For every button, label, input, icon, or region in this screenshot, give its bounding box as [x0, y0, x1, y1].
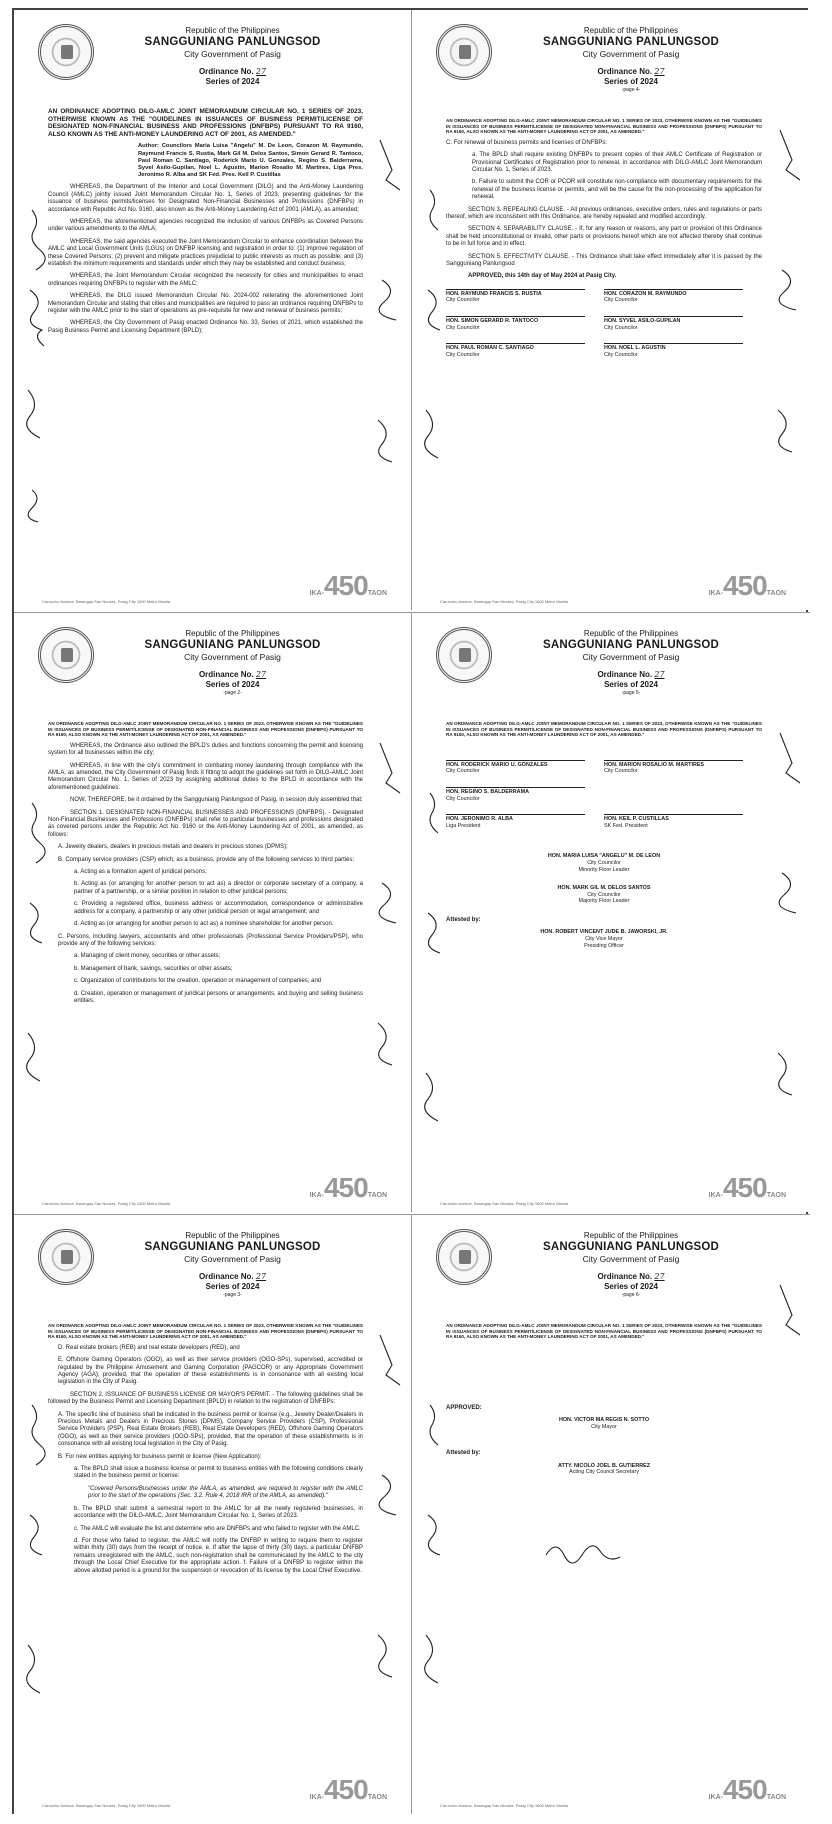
whereas-paragraph: WHEREAS, the Department of the Interior and Local Government (DILG) and the Anti-Money Laundering Council (AMLC) jointly issued Joint Memorandum Circular No. 1, Series of 2023, presenting guidelines for the issuance of business permits/licenses for Designated Non-Financial Businesses and Professions (DNFBPs) in accordance with Republic Act No. 9160, also known as the Anti-Money Laundering Act of 2001 (AMLA), as amended; — [48, 184, 363, 213]
republic-label: Republic of the Philippines — [583, 1231, 679, 1240]
signatory-block — [446, 316, 604, 331]
handwritten-signature — [542, 1535, 632, 1565]
city-government-label: City Government of Pasig — [184, 49, 281, 59]
page-body — [446, 721, 762, 961]
page-number-label: -page 4- — [621, 87, 641, 93]
footer-address: Caruncho Avenue, Barangay San Nicolas, Pasig City 1600 Metro Manila — [440, 599, 568, 604]
ordinance-page-5 — [412, 612, 810, 1212]
margin-initials-signatures — [20, 1395, 50, 1735]
running-title: AN ORDINANCE ADOPTING DILG-AMLC JOINT MEMORANDUM CIRCULAR NO. 1 SERIES OF 2023, OTHERWISE KNOWN AS THE "GUIDELINES IN ISSUANCES OF BUSINESS PERMIT/LICENSE OF DESIGNATED NON-FINANCIAL BUSINESS AND PROFESSIONS (DNFBPS) PURSUANT TO RA 9160, ALSO KNOWN AS THE ANTI-MONEY LAUNDERING ACT OF 2001, AS AMENDED." — [446, 1323, 762, 1340]
minority-leader-signature — [446, 853, 762, 873]
signatory-block — [604, 787, 762, 802]
list-item: d. Creation, operation or management of juridical persons or arrangements, and buying and selling business entities. — [74, 990, 363, 1004]
footer-address: Caruncho Avenue, Barangay San Nicolas, Pasig City 1600 Metro Manila — [440, 1201, 568, 1206]
list-item: c. Providing a registered office, business address or accommodation, correspondence or administrative address for a company, a partnership or any other juridical person or legal arrangement; and — [74, 901, 363, 915]
page-body — [48, 108, 363, 340]
republic-label: Republic of the Philippines — [185, 1231, 280, 1240]
ordinance-page-4 — [412, 10, 810, 610]
list-item: b. Acting as (or arranging for another person to act as) a director or corporate secretary of a company, a partner of a partnership, or a similar position in relation to other juridical persons; — [74, 881, 363, 895]
margin-initials-signatures — [372, 733, 406, 1133]
ordinance-number: 27 — [654, 67, 665, 76]
page-number-label: -page 5- — [621, 690, 641, 696]
signatory-name: HON. PAUL ROMAN C. SANTIAGO — [446, 343, 585, 352]
signatory-role: City Councilor — [604, 351, 638, 358]
page-body — [446, 1323, 762, 1488]
logo-suffix: TAON — [766, 1192, 786, 1199]
signatory-role: City Councilor — [604, 297, 638, 304]
section-paragraph: SECTION 4. SEPARABILITY CLAUSE. - If, for any reason or reasons, any part or provision of this Ordinance shall be held unconstitutional or invalid, other parts or provisions hereof which are not affected thereby shall continue to be in full force and in effect. — [446, 226, 762, 248]
republic-label: Republic of the Philippines — [583, 629, 679, 638]
signatory-block — [446, 343, 604, 358]
signatory-role: Acting City Council Secretary — [569, 1469, 639, 1476]
signatory-role: City Councilor — [446, 297, 480, 304]
sangguniang-title: SANGGUNIANG PANLUNGSOD — [542, 639, 720, 651]
approved-line: APPROVED, this 14th day of May 2024 at Pasig City. — [468, 273, 617, 280]
ordinance-number: 27 — [654, 1272, 665, 1281]
logo-suffix: TAON — [766, 590, 786, 597]
section-paragraph: SECTION 3. REPEALING CLAUSE. - All previous ordinances, executive orders, rules and regulations or parts thereof, which are inconsistent with this Ordinance, are hereby repealed and modified accordingly. — [446, 206, 762, 221]
scanned-document-sheet — [12, 8, 808, 1814]
ordinance-number-line — [452, 1272, 810, 1282]
ordinance-number: 27 — [654, 670, 665, 679]
logo-suffix: TAON — [367, 1794, 387, 1801]
signatory-role: Presiding Officer — [584, 942, 624, 949]
whereas-paragraph: WHEREAS, the aforementioned agencies recognized the inclusion of various DNFBPs as Covered Persons under various amendments to the AMLA; — [48, 219, 363, 233]
ordinance-label: Ordinance No. — [597, 670, 653, 679]
list-item: C. Persons, including lawyers, accountants and other professionals (Professional Service Providers/PSP), who provide any of the following services: — [58, 933, 363, 947]
list-item: B. For new entities applying for business permit or license (New Application): — [58, 1453, 262, 1460]
signatory-role: City Councilor — [446, 768, 480, 775]
series-label: Series of 2024 — [604, 680, 658, 689]
signatory-name: HON. MARK GIL M. DELOS SANTOS — [557, 885, 651, 892]
ordinance-label: Ordinance No. — [198, 670, 254, 679]
running-title: AN ORDINANCE ADOPTING DILG-AMLC JOINT MEMORANDUM CIRCULAR NO. 1 SERIES OF 2023, OTHERWISE KNOWN AS THE "GUIDELINES IN ISSUANCES OF BUSINESS PERMIT/LICENSE OF DESIGNATED NON-FINANCIAL BUSINESS AND PROFESSIONS (DNFBPS) PURSUANT TO RA 9160, ALSO KNOWN AS THE ANTI-MONEY LAUNDERING ACT OF 2001, AS AMENDED." — [48, 721, 363, 738]
signatory-name: ATTY. NICOLO JOEL B. GUTIERREZ — [557, 1462, 651, 1469]
whereas-paragraph: WHEREAS, the Joint Memorandum Circular recognized the necessity for cities and municipalities to enact ordinances requiring DNFBPs to register with the AMLC; — [48, 273, 363, 287]
ika-450-taon-logo — [310, 1172, 387, 1204]
signatory-name: HON. CORAZON M. RAYMUNDO — [604, 289, 743, 298]
page-body — [446, 118, 762, 370]
list-item: a. Acting as a formation agent of juridical persons; — [74, 869, 207, 876]
logo-number: 450 — [722, 570, 767, 601]
ordinance-page-2 — [14, 612, 412, 1212]
page-header — [14, 1231, 411, 1299]
list-item: A. Jewelry dealers, dealers in precious metals and dealers in precious stones (DPMS); — [58, 844, 288, 851]
sangguniang-title: SANGGUNIANG PANLUNGSOD — [144, 36, 321, 48]
list-item: c. The AMLC will evaluate the list and determine who are DNFBPs and who failed to register with the AMLC. — [74, 1525, 361, 1532]
signatory-name: HON. KEIL P. CUSTILLAS — [604, 814, 743, 823]
ika-450-taon-logo — [310, 1774, 387, 1806]
signatory-role: City Mayor — [591, 1423, 617, 1430]
signatory-role: City Councilor — [446, 324, 480, 331]
ika-450-taon-logo — [310, 570, 387, 602]
footer-address: Caruncho Avenue, Barangay San Nicolas, Pasig City 1600 Metro Manila — [440, 1803, 568, 1808]
signatory-name: HON. ROBERT VINCENT JUDE B. JAWORSKI, JR. — [540, 929, 668, 936]
ordinance-number-line — [54, 1272, 411, 1282]
page-number-label: -page 6- — [621, 1292, 641, 1298]
series-label: Series of 2024 — [205, 680, 260, 689]
ika-450-taon-logo — [709, 1774, 786, 1806]
page-body — [48, 1323, 363, 1580]
whereas-paragraph: WHEREAS, the Ordinance also outlined the BPLD's duties and functions concerning the permit and licensing system for all businesses within the city; — [48, 742, 363, 757]
ordinance-page-6 — [412, 1214, 810, 1814]
city-government-label: City Government of Pasig — [582, 1254, 680, 1264]
ordinance-page-1 — [14, 10, 412, 610]
whereas-paragraph: WHEREAS, in line with the city's commitment in combating money laundering through compliance with the AMLA, as amended, the City Government of Pasig finds it fitting to adopt the guidelines set forth in DILG-AMLC Joint Memorandum Circular No. 1, Series of 2023 by assigning additional duties to the BPLD in accordance with the aforementioned guidelines. — [48, 762, 363, 791]
list-item: a. The BPLD shall issue a business license or permit to business entities with the following conditions clearly stated in the business permit or license: — [74, 1466, 363, 1480]
signatory-name: HON. VICTOR MA REGIS N. SOTTO — [558, 1417, 650, 1424]
margin-initials-signatures — [772, 120, 804, 480]
city-government-label: City Government of Pasig — [582, 652, 680, 662]
signatory-name: HON. RAYMUND FRANCIS S. RUSTIA — [446, 289, 585, 298]
ordinance-page-3 — [14, 1214, 412, 1814]
city-government-label: City Government of Pasig — [582, 49, 680, 59]
logo-prefix: IKA- — [309, 1794, 324, 1801]
republic-label: Republic of the Philippines — [185, 26, 280, 35]
sangguniang-title: SANGGUNIANG PANLUNGSOD — [144, 639, 321, 651]
signatory-block — [446, 289, 604, 304]
logo-number: 450 — [722, 1172, 767, 1203]
signatory-role: City Vice Mayor — [585, 935, 623, 942]
signatory-block — [604, 760, 762, 775]
list-item: b. The BPLD shall submit a semestral report to the AMLC for all the newly registered businesses, in accordance with the DILG-AMLC, Joint Memorandum Circular No. 1, Series of 2023. — [74, 1505, 363, 1520]
logo-prefix: IKA- — [708, 1192, 723, 1199]
signatory-grid — [446, 760, 762, 842]
list-item: d. Acting as (or arranging for another person to act as) a nominee shareholder for another person. — [74, 921, 334, 928]
vice-mayor-signature — [446, 929, 762, 949]
signatory-name: HON. MARIA LUISA "ANGELU" M. DE LEON — [547, 853, 661, 860]
margin-initials-signatures — [772, 1275, 804, 1475]
signatory-block — [604, 289, 762, 304]
running-title: AN ORDINANCE ADOPTING DILG-AMLC JOINT MEMORANDUM CIRCULAR NO. 1 SERIES OF 2023, OTHERWISE KNOWN AS THE "GUIDELINES IN ISSUANCES OF BUSINESS PERMIT/LICENSE OF DESIGNATED NON-FINANCIAL BUSINESS AND PROFESSIONS (DNFBPS) PURSUANT TO RA 9160, ALSO KNOWN AS THE ANTI-MONEY LAUNDERING ACT OF 2001, AS AMENDED." — [48, 1323, 363, 1340]
signatory-role: Minority Floor Leader — [578, 866, 630, 873]
ordinance-number-line — [54, 67, 411, 77]
list-item: b. Failure to submit the COR or PCOR will constitute non-compliance with documentary requirements for the renewal of the business license or permits, and will be the cause for the non-processing of the application for renewal. — [472, 179, 762, 201]
secretary-signature — [446, 1463, 762, 1476]
section-paragraph: SECTION 5. EFFECTIVITY CLAUSE. - This Ordinance shall take effect immediately after it is passed by the Sangguniang Panlungsod — [446, 253, 762, 268]
sangguniang-title: SANGGUNIANG PANLUNGSOD — [542, 36, 720, 48]
logo-prefix: IKA- — [708, 1794, 723, 1801]
attested-label: Attested by: — [446, 916, 481, 923]
signatory-block — [604, 316, 762, 331]
ordinance-label: Ordinance No. — [198, 1272, 254, 1281]
sangguniang-title: SANGGUNIANG PANLUNGSOD — [542, 1241, 720, 1253]
page-header — [412, 629, 810, 697]
margin-initials-signatures — [372, 130, 406, 530]
attested-label: Attested by: — [446, 1450, 481, 1457]
signatory-name: HON. SIMON GERARD R. TANTOCO — [446, 316, 585, 325]
ordinance-number: 27 — [255, 670, 267, 679]
signatory-grid — [446, 289, 762, 371]
list-item: E. Offshore Gaming Operators (OGO), as well as their service providers (OGO-SPs), supervised, accredited or regulated by the Philippine Amusement and Gaming Corporation (PAGCOR) or any Appropriate Government Agency (AGA); provided, that the operation of these establishments is in consonance with all existing local legislation in the City of Pasig. — [58, 1357, 363, 1386]
ordinance-number: 27 — [255, 1272, 267, 1281]
section-paragraph: SECTION 2. ISSUANCE OF BUSINESS LICENSE OR MAYOR'S PERMIT. - The following guidelines shall be followed by the Business Permit and Licensing Department (BPLD) in relation to the registration of DNFBPs: — [48, 1391, 363, 1406]
margin-initials-signatures — [418, 180, 448, 480]
footer-address: Caruncho Avenue, Barangay San Nicolas, Pasig City 1600 Metro Manila — [42, 1803, 170, 1808]
logo-prefix: IKA- — [309, 590, 324, 597]
now-therefore-paragraph: NOW, THEREFORE, be it ordained by the Sangguniang Panlungsod of Pasig, in session duly assembled that: — [70, 797, 363, 804]
ika-450-taon-logo — [709, 570, 786, 602]
page-header — [14, 629, 411, 697]
signatory-role: SK Fed. President — [604, 822, 648, 829]
mayor-signature — [446, 1417, 762, 1430]
signatory-name: HON. JERONIMO R. ALBA — [446, 814, 585, 823]
whereas-paragraph: WHEREAS, the DILG issued Memorandum Circular No. 2024-002 reiterating the aforementioned Joint Memorandum Circular and stating that cities and municipalities are required to pass an ordinance requiring DNFBPs to register with the AMLC prior to the start of operations as pre-requisite for new and renewal of business permits; — [48, 293, 363, 315]
list-item: d. For those who failed to register, the AMLC will notify the DNFBP in writing to require them to register within thirty (30) days from the receipt of notice. e. If after the lapse of thirty (30) days, a particular DNFBP remains unregistered with the AMLC, such non-registration shall be communicated by the AMLC to the city through the Local Chief Executive for the appropriate action. f. Failure of a DNFBP to register within the above allotted period is a ground for the suspension or revocation of its license by the Local Chief Executive. — [74, 1537, 363, 1574]
logo-number: 450 — [722, 1774, 767, 1805]
city-government-label: City Government of Pasig — [184, 1254, 281, 1264]
ika-450-taon-logo — [709, 1172, 786, 1204]
page-header — [412, 26, 810, 94]
logo-number: 450 — [323, 1172, 368, 1203]
margin-initials-signatures — [372, 1325, 406, 1745]
list-item: c. Organization of contributions for the creation, operation or management of companies; and — [74, 978, 322, 985]
running-title: AN ORDINANCE ADOPTING DILG-AMLC JOINT MEMORANDUM CIRCULAR NO. 1 SERIES OF 2023, OTHERWISE KNOWN AS THE "GUIDELINES IN ISSUANCES OF BUSINESS PERMIT/LICENSE OF DESIGNATED NON-FINANCIAL BUSINESS AND PROFESSIONS (DNFBPS) PURSUANT TO RA 9160, ALSO KNOWN AS THE ANTI-MONEY LAUNDERING ACT OF 2001, AS AMENDED." — [446, 721, 762, 738]
ordinance-number-line — [452, 67, 810, 77]
ordinance-title: AN ORDINANCE ADOPTING DILG-AMLC JOINT MEMORANDUM CIRCULAR NO. 1 SERIES OF 2023, OTHERWISE KNOWN AS THE "GUIDELINES IN ISSUANCES OF BUSINESS PERMIT/LICENSE OF DESIGNATED NON-FINANCIAL BUSINESS AND PROFESSIONS (DNFBPS) PURSUANT TO RA 9160, ALSO KNOWN AS THE ANTI-MONEY LAUNDERING ACT OF 2001, AS AMENDED." — [48, 108, 363, 138]
series-label: Series of 2024 — [205, 77, 260, 86]
signatory-role: City Councilor — [604, 324, 638, 331]
ordinance-label: Ordinance No. — [597, 1272, 653, 1281]
logo-number: 450 — [323, 570, 368, 601]
majority-leader-signature — [446, 885, 762, 905]
list-item: b. Management of bank, savings, securities or other assets; — [74, 965, 233, 972]
signatory-name: HON. RODERICK MARIO U. GONZALES — [446, 760, 585, 769]
signatory-role: Majority Floor Leader — [578, 898, 630, 905]
ordinance-number-line — [54, 670, 411, 680]
signatory-role: City Councilor — [587, 891, 621, 898]
signatory-block — [604, 343, 762, 358]
margin-initials-signatures — [20, 200, 50, 530]
margin-initials-signatures — [772, 723, 804, 1143]
logo-prefix: IKA- — [309, 1192, 324, 1199]
margin-initials-signatures — [418, 783, 448, 1143]
signatory-name: HON. MARION ROSALIO M. MARTIRES — [604, 760, 743, 769]
running-title: AN ORDINANCE ADOPTING DILG-AMLC JOINT MEMORANDUM CIRCULAR NO. 1 SERIES OF 2023, OTHERWISE KNOWN AS THE "GUIDELINES IN ISSUANCES OF BUSINESS PERMIT/LICENSE OF DESIGNATED NON-FINANCIAL BUSINESS AND PROFESSIONS (DNFBPS) PURSUANT TO RA 9160, ALSO KNOWN AS THE ANTI-MONEY LAUNDERING ACT OF 2001, AS AMENDED." — [446, 118, 762, 135]
republic-label: Republic of the Philippines — [583, 26, 679, 35]
ordinance-label: Ordinance No. — [198, 67, 254, 76]
ordinance-number-line — [452, 670, 810, 680]
series-label: Series of 2024 — [604, 1282, 658, 1291]
approved-label: APPROVED: — [446, 1404, 482, 1411]
section-paragraph: SECTION 1. DESIGNATED NON-FINANCIAL BUSINESSES AND PROFESSIONS (DNFBPS). - Designated Non-Financial Businesses and Professions (DNFBPs) shall refer to particular businesses and professions designated as covered persons under the Republic Act No. 9160 or the Anti-Money Laundering Act of 2001, as amended, as follows: — [48, 809, 363, 838]
page-number-label: -page 3- — [223, 1292, 242, 1298]
logo-number: 450 — [323, 1774, 368, 1805]
signatory-block — [446, 760, 604, 775]
section-intro: C. For renewal of business permits and licenses of DNFBPs: — [446, 139, 608, 146]
footer-address: Caruncho Avenue, Barangay San Nicolas, Pasig City 1600 Metro Manila — [42, 1201, 170, 1206]
logo-suffix: TAON — [367, 1192, 387, 1199]
margin-initials-signatures — [20, 793, 50, 1133]
logo-suffix: TAON — [766, 1794, 786, 1801]
sangguniang-title: SANGGUNIANG PANLUNGSOD — [144, 1241, 321, 1253]
signatory-role: Liga President — [446, 822, 481, 829]
list-item: a. Managing of client money, securities or other assets; — [74, 953, 221, 960]
quoted-condition: "Covered Persons/Businesses under the AMLA, as amended, are required to register with the AMLC prior to the start of the operations (Sec. 3.2. Rule 4, 2018 IRR of the AMLA, as amended)." — [88, 1485, 363, 1500]
signatory-block — [446, 787, 604, 802]
signatory-block — [604, 814, 762, 829]
list-item: B. Company service providers (CSP) which, as a business, provide any of the following services to third parties: — [58, 856, 355, 863]
city-government-label: City Government of Pasig — [184, 652, 281, 662]
page-header — [14, 26, 411, 87]
list-item: a. The BPLD shall require existing DNFBPs to present copies of their AMLC Certificate of Registration or Provisional Certificates of Registration prior to renewal, in accordance with DILG-AMLC Joint Memorandum Circular No. 1, Series of 2023. — [472, 152, 762, 173]
signatory-role: City Councilor — [604, 768, 638, 775]
signatory-role: City Councilor — [446, 795, 480, 802]
ordinance-number: 27 — [255, 67, 267, 76]
ordinance-label: Ordinance No. — [597, 67, 653, 76]
republic-label: Republic of the Philippines — [185, 629, 280, 638]
author-list: Author: Councilors Maria Luisa "Angelu" M. De Leon, Corazon M. Raymundo, Raymund Francis S. Rustia, Mark Gil M. Delos Santos, Simon Gerard R. Tantoco, Paul Roman C. Santiago, Roderick Mario U. Gonzales, Regino S. Balderrama, Syvel Asilo-Gupilan, Noel L. Agustin, Marion Rosalio M. Martires, Liga Pres. Jeronimo R. Alba and SK Fed. Pres. Keil P. Custillas — [138, 143, 363, 179]
signatory-name: HON. REGINO S. BALDERRAMA — [446, 787, 585, 796]
whereas-paragraph: WHEREAS, the City Government of Pasig enacted Ordinance No. 33, Series of 2021, which established the Pasig Business Permit and Licensing Department (BPLD); — [48, 320, 363, 334]
footer-address: Caruncho Avenue, Barangay San Nicolas, Pasig City 1600 Metro Manila — [42, 599, 170, 604]
page-header — [412, 1231, 810, 1299]
series-label: Series of 2024 — [205, 1282, 260, 1291]
signatory-name: HON. NOEL L. AGUSTIN — [604, 343, 743, 352]
margin-initials-signatures — [418, 1395, 448, 1695]
signatory-name: HON. SYVEL ASILO-GUPILAN — [604, 316, 743, 325]
page-body — [48, 721, 363, 1010]
whereas-paragraph: WHEREAS, the said agencies executed the Joint Memorandum Circular to enhance coordination between the AMLC and Local Government Units (LGUs) on DNFBP licensing and registration in order to: (1) improve regulation of these Covered Persons; (2) prevent and mitigate practices prejudicial to public interests as much as possible; and (3) establish the minimum requirements and standards under which they may be established and conduct business; — [48, 238, 363, 268]
list-item: D. Real estate brokers (REB) and real estate developers (RED), and — [58, 1344, 240, 1351]
signatory-role: City Councilor — [446, 351, 480, 358]
signatory-role: City Councilor — [587, 859, 621, 866]
series-label: Series of 2024 — [604, 77, 658, 86]
signatory-block — [446, 814, 604, 829]
logo-prefix: IKA- — [708, 590, 723, 597]
page-number-label: -page 2- — [223, 690, 242, 696]
logo-suffix: TAON — [367, 590, 387, 597]
list-item: A. The specific line of business shall be indicated in the business permit or license (e.g., Jewelry Dealer/Dealers in Precious Metals and Dealers in Precious Stones (DPMS), Company Service Providers (CSP), Professional Service Providers (PSP), Real Estate Brokers (REB), Real Estate Developers (RED), Offshore Gaming Operators (OGO), as well as their service providers (OGO-SPs), provided, that the operation of these establishments is in consonance with all existing local legislation in the City of Pasig. — [58, 1411, 363, 1448]
